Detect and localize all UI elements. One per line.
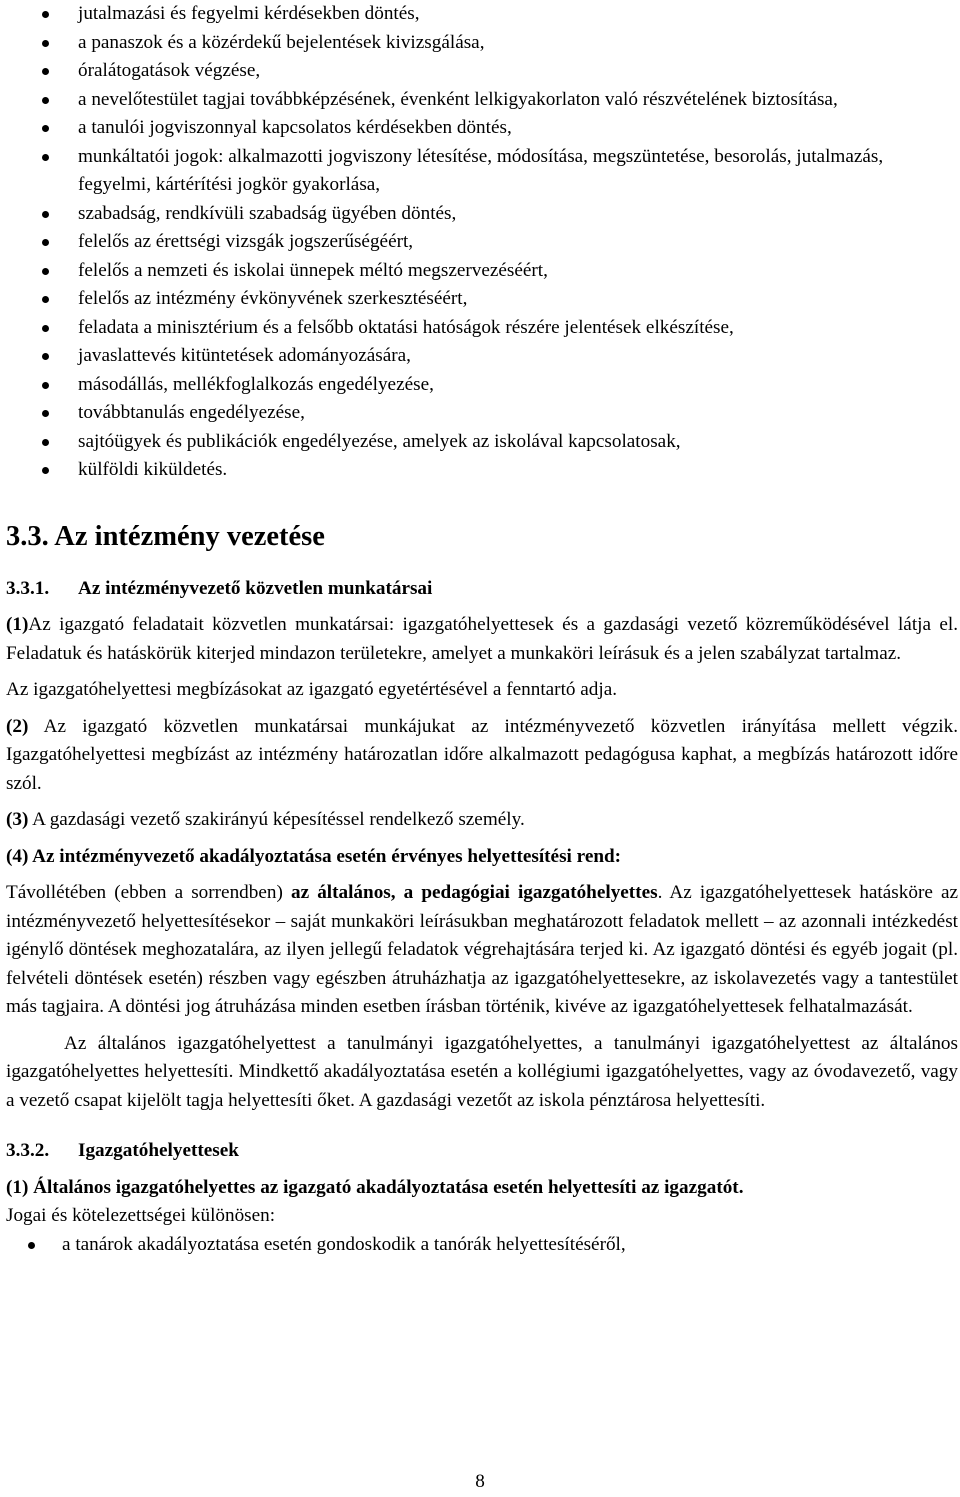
paragraph-6: Távollétében (ebben a sorrendben) az általános, a pedagógiai igazgatóhelyettes. Az igazgatóhelyettesek hatásköre az intézményvezető helyettesítésekor – saját munkaköri leírásukban meghatározott feladatok mellett – az azonnali intézkedést igénylő döntések meghozatalára, az ilyen jellegű feladatok végrehajtására terjed ki. Az igazgató döntési és egyéb jogait (pl. felvételi döntések esetén) részben vagy egészben átruházhatja az igazgatóhelyettesekre, az iskolavezetés vagy a tantestület más tagjaira. A döntési jog átruházása minden esetben írásban történik, kivéve az igazgatóhelyettesek felhatalmazását.: [6, 882, 958, 1017]
subsection-title: Az intézményvezető közvetlen munkatársai: [78, 577, 433, 599]
list-item: óralátogatások végzése,: [6, 57, 958, 86]
list-item: a nevelőtestület tagjai továbbképzésének, évenként lelkigyakorlaton való részvételének biztosítása,: [6, 86, 958, 115]
section-heading: 3.3. Az intézmény vezetése: [6, 520, 325, 552]
paragraph-4: (3) A gazdasági vezető szakirányú képesítéssel rendelkező személy.: [6, 809, 525, 830]
list-item: javaslattevés kitüntetések adományozására,: [6, 342, 958, 371]
duties-list: [6, 0, 958, 485]
list-item: sajtóügyek és publikációk engedélyezése, amelyek az iskolával kapcsolatosak,: [6, 428, 958, 457]
deputy-duties-list: [6, 1231, 958, 1260]
list-item: felelős az intézmény évkönyvének szerkesztéséért,: [6, 285, 958, 314]
list-item: külföldi kiküldetés.: [6, 456, 958, 485]
list-item: munkáltatói jogok: alkalmazotti jogviszony létesítése, módosítása, megszüntetése, besorolás, jutalmazás, fegyelmi, kártérítési jogkör gyakorlása,: [6, 143, 958, 200]
paragraph-2: Az igazgatóhelyettesi megbízásokat az igazgató egyetértésével a fenntartó adja.: [6, 679, 618, 700]
list-item: felelős a nemzeti és iskolai ünnepek méltó megszervezéséért,: [6, 257, 958, 286]
paragraph-1: (1)Az igazgató feladatait közvetlen munkatársai: igazgatóhelyettesek és a gazdasági vezető közreműködésével látja el. Feladatuk és hatáskörük kiterjed mindazon területekre, amelyet a munkaköri leírásuk és a jelen szabályzat tartalmaz.: [6, 614, 958, 664]
list-item: a tanulói jogviszonnyal kapcsolatos kérdésekben döntés,: [6, 114, 958, 143]
list-item: másodállás, mellékfoglalkozás engedélyezése,: [6, 371, 958, 400]
list-item: felelős az érettségi vizsgák jogszerűségéért,: [6, 228, 958, 257]
paragraph-7: Az általános igazgatóhelyettest a tanulmányi igazgatóhelyettes, a tanulmányi igazgatóhelyettest az általános igazgatóhelyettes helyettesíti. Mindkettő akadályoztatása esetén a kollégiumi igazgatóhelyettes, vagy az óvodavezető, vagy a vezető csapat kijelölt tagja helyettesíti őket. A gazdasági vezetőt az iskola pénztárosa helyettesíti.: [6, 1032, 958, 1111]
list-item: feladata a minisztérium és a felsőbb oktatási hatóságok részére jelentések elkészítése,: [6, 314, 958, 343]
paragraph-5: (4) Az intézményvezető akadályoztatása esetén érvényes helyettesítési rend:: [6, 845, 622, 867]
list-item: szabadság, rendkívüli szabadság ügyében döntés,: [6, 200, 958, 229]
subsection-heading-1: [6, 575, 958, 604]
paragraph-3: (2) Az igazgató közvetlen munkatársai munkájukat az intézményvezető közvetlen irányítása mellett végzik. Igazgatóhelyettesi megbízást az intézmény határozatlan időre alkalmazott pedagógusa kaphat, a megbízás határozott időre szól.: [6, 715, 958, 794]
list-item: a panaszok és a közérdekű bejelentések kivizsgálása,: [6, 29, 958, 58]
subsection-heading-2: [6, 1137, 958, 1166]
list-item: jutalmazási és fegyelmi kérdésekben döntés,: [6, 0, 958, 29]
subsection-number: 3.3.2.: [6, 1140, 50, 1161]
list-item: a tanárok akadályoztatása esetén gondoskodik a tanórák helyettesítéséről,: [6, 1231, 958, 1260]
paragraph-8: (1) Általános igazgatóhelyettes az igazgató akadályoztatása esetén helyettesíti az igazgatót.: [6, 1176, 744, 1198]
page-number: 8: [475, 1471, 485, 1492]
list-item: továbbtanulás engedélyezése,: [6, 399, 958, 428]
document-page: [6, 0, 958, 1259]
subsection-title: Igazgatóhelyettesek: [78, 1140, 239, 1161]
paragraph-9: Jogai és kötelezettségei különösen:: [6, 1205, 276, 1226]
subsection-number: 3.3.1.: [6, 577, 50, 599]
